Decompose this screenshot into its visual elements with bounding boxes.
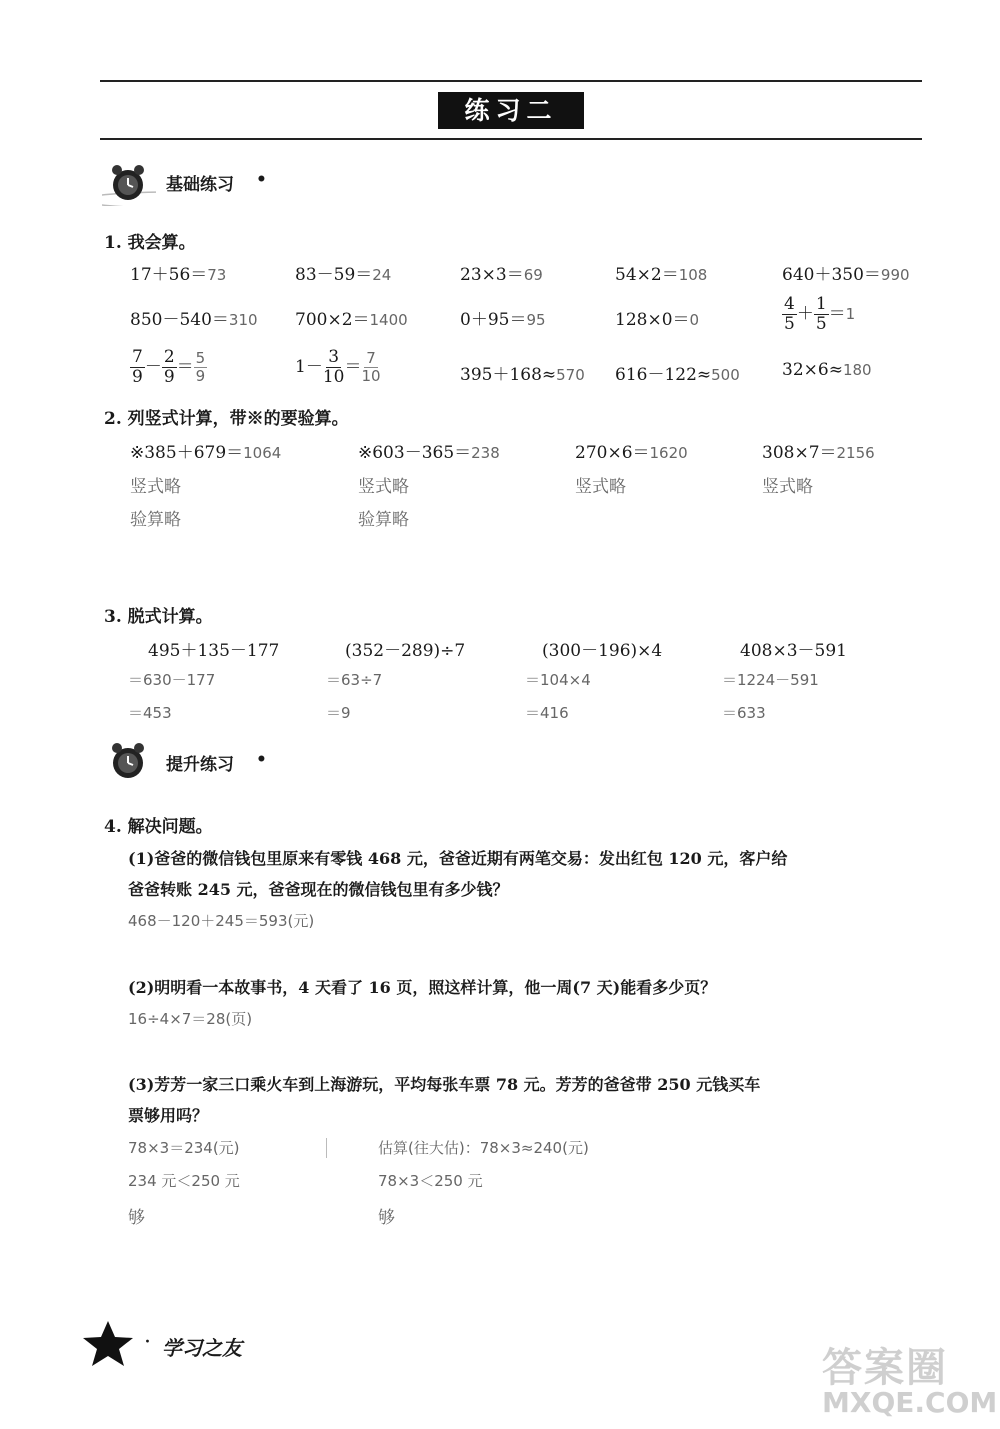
q4-heading: 4. 解决问题。 [104, 817, 213, 837]
q1-fraction-sum: $\frac{4}{5}$ ＋ $\frac{1}{5}$ ＝1 [784, 294, 856, 334]
q4-p3-line2: 票够用吗？ [128, 1106, 209, 1125]
q3-item-4-step1: ＝1224－591 [722, 671, 819, 689]
q3-item-1-step2: ＝453 [128, 704, 172, 722]
q2-heading: 2. 列竖式计算，带※的要验算。 [104, 409, 349, 429]
footer-logo [78, 1318, 278, 1368]
top-rule [100, 80, 922, 82]
q1-r2-c4: 128×0＝0 [615, 310, 700, 330]
q3-item-1-step1: ＝630－177 [128, 671, 216, 689]
q2-item-2-check: 验算略 [358, 510, 409, 530]
q3-item-3-step1: ＝104×4 [525, 671, 591, 689]
q4-p2-line1: (2)明明看一本故事书，4 天看了 16 页，照这样计算，他一周(7 天)能看多少页？ [128, 978, 717, 997]
star-icon [78, 1318, 138, 1368]
q3-heading: 3. 脱式计算。 [104, 607, 213, 627]
q4-p1-line1: (1)爸爸的微信钱包里原来有零钱 468 元，爸爸近期有两笔交易：发出红包 120 元，客户给 [128, 849, 788, 868]
q4-p3-left-3: 够 [128, 1208, 145, 1228]
q1-r1-c4: 54×2＝108 [615, 265, 708, 285]
q1-r2-c2: 700×2＝1400 [295, 310, 408, 330]
q4-p3-right-3: 够 [378, 1208, 395, 1228]
q3-item-4-expr: 408×3－591 [740, 641, 847, 661]
q1-r1-c3: 23×3＝69 [460, 265, 543, 285]
section-label-basic: 基础练习 [166, 175, 234, 195]
watermark-logo: 答案圈 [822, 1345, 948, 1391]
q3-item-1-expr: 495＋135－177 [148, 641, 280, 661]
q2-item-3-work: 竖式略 [575, 477, 626, 497]
q2-item-1-check: 验算略 [130, 510, 181, 530]
q3-item-3-step2: ＝416 [525, 704, 569, 722]
q1-r3-c4: 616－122≈500 [615, 365, 740, 385]
q2-item-4-work: 竖式略 [762, 477, 813, 497]
q4-p3-left-1: 78×3＝234(元) [128, 1139, 240, 1157]
title-underline [100, 138, 922, 140]
section-label-advanced: 提升练习 [166, 755, 234, 775]
q2-item-2-work: 竖式略 [358, 477, 409, 497]
q4-p3-line1: (3)芳芳一家三口乘火车到上海游玩，平均每张车票 78 元。芳芳的爸爸带 250 元钱买车 [128, 1075, 761, 1094]
q4-p3-divider [326, 1138, 327, 1158]
q2-item-4: 308×7＝2156 [762, 443, 875, 463]
q1-r2-c3: 0＋95＝95 [460, 310, 546, 330]
section-dot: • [256, 170, 267, 190]
q2-item-2: ※603－365＝238 [358, 443, 500, 463]
q1-r1-c2: 83－59＝24 [295, 265, 392, 285]
q2-item-3: 270×6＝1620 [575, 443, 688, 463]
q2-item-1-work: 竖式略 [130, 477, 181, 497]
page-title: 练习二 [438, 92, 584, 129]
q1-r1-c5: 640＋350＝990 [782, 265, 910, 285]
q1-r3-c3: 395＋168≈570 [460, 365, 585, 385]
section-header-advanced [102, 738, 267, 784]
watermark-url: MXQE.COM [822, 1386, 998, 1419]
q3-item-2-step2: ＝9 [326, 704, 351, 722]
alarm-clock-icon [102, 160, 156, 206]
q1-heading: 1. 我会算。 [104, 233, 196, 253]
q4-p2-answer: 16÷4×7＝28(页) [128, 1010, 253, 1028]
q3-item-2-step1: ＝63÷7 [326, 671, 383, 689]
q4-p3-left-2: 234 元＜250 元 [128, 1172, 240, 1190]
section-header-basic [102, 160, 267, 206]
q4-p1-line2: 爸爸转账 245 元，爸爸现在的微信钱包里有多少钱？ [128, 880, 509, 899]
q3-item-2-expr: (352－289)÷7 [345, 641, 466, 661]
section-dot: • [256, 750, 267, 770]
q1-fraction-diff: $\frac{7}{9}$ － $\frac{2}{9}$ ＝ $\frac{5}{9}$ [132, 347, 206, 387]
q1-fraction-one-minus: 1－ $\frac{3}{10}$ ＝ $\frac{7}{10}$ [295, 347, 381, 387]
q4-p3-right-2: 78×3＜250 元 [378, 1172, 483, 1190]
q1-r3-c5: 32×6≈180 [782, 360, 872, 380]
q4-p3-right-1: 估算(往大估)：78×3≈240(元) [378, 1139, 589, 1157]
alarm-clock-icon [102, 738, 156, 784]
q3-item-4-step2: ＝633 [722, 704, 766, 722]
q3-item-3-expr: (300－196)×4 [542, 641, 663, 661]
q2-item-1: ※385＋679＝1064 [130, 443, 282, 463]
q1-r1-c1: 17＋56＝73 [130, 265, 227, 285]
q1-r2-c1: 850－540＝310 [130, 310, 258, 330]
q4-p1-answer: 468－120＋245＝593(元) [128, 912, 315, 930]
footer-brand: 学习之友 [162, 1336, 242, 1360]
footer-dot: · [144, 1330, 151, 1355]
